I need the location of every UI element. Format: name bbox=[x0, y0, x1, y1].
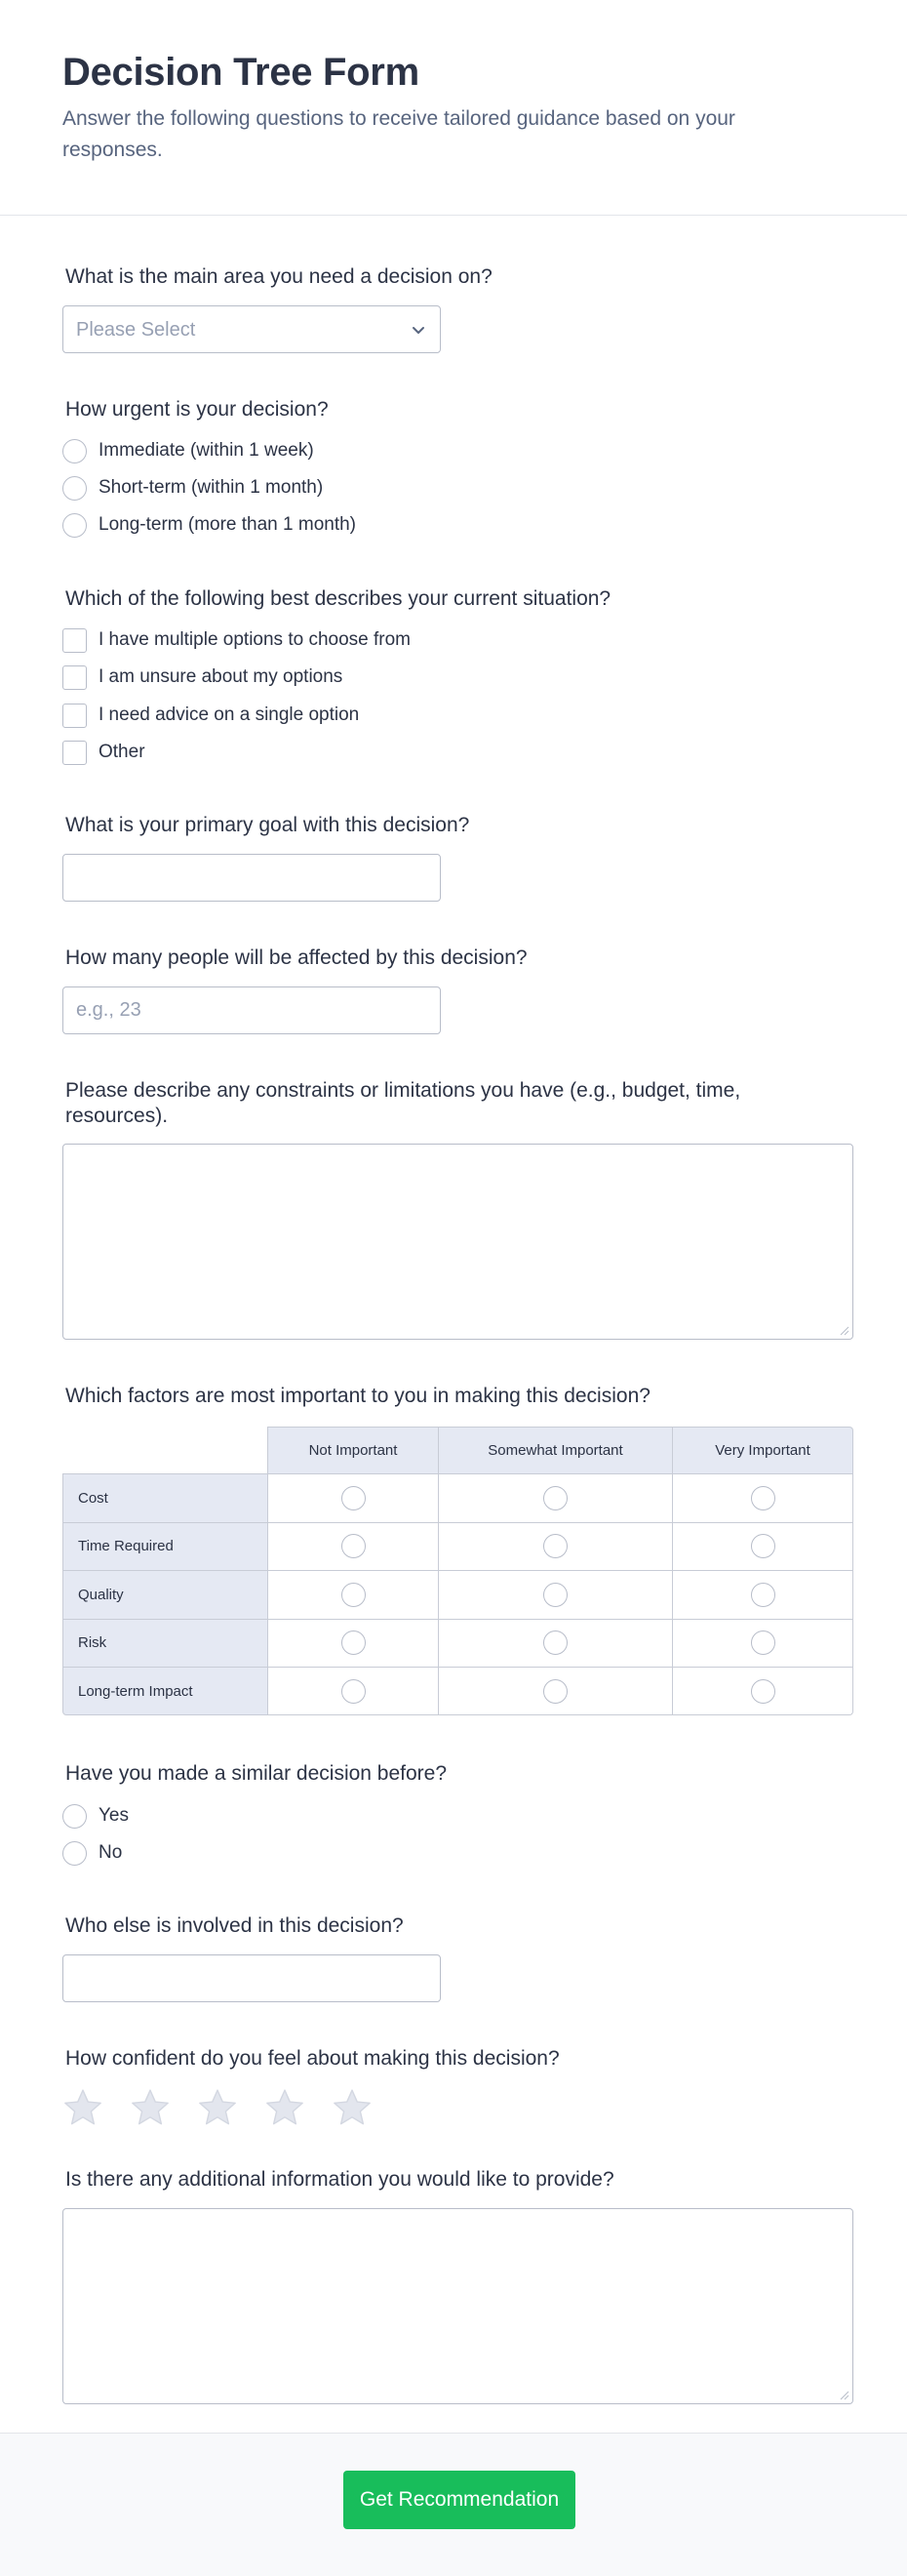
matrix-row-label: Long-term Impact bbox=[62, 1668, 268, 1715]
question-label-main-area: What is the main area you need a decision on? bbox=[65, 265, 493, 288]
get-recommendation-button[interactable]: Get Recommendation bbox=[343, 2471, 575, 2529]
question-label-primary-goal: What is your primary goal with this decision? bbox=[65, 814, 470, 836]
radio-button[interactable] bbox=[62, 1841, 87, 1866]
matrix-cell[interactable] bbox=[268, 1523, 439, 1571]
matrix-cell[interactable] bbox=[673, 1668, 853, 1715]
question-label-additional-info: Is there any additional information you would like to provide? bbox=[65, 2168, 614, 2191]
option-label: No bbox=[99, 1842, 123, 1863]
question-label-constraints: Please describe any constraints or limitations you have (e.g., budget, time, resources). bbox=[65, 1079, 741, 1127]
radio-button[interactable] bbox=[341, 1534, 366, 1558]
matrix-row-label: Cost bbox=[62, 1474, 268, 1522]
matrix-cell[interactable] bbox=[268, 1571, 439, 1619]
matrix-row bbox=[62, 1571, 853, 1619]
matrix-row bbox=[62, 1668, 853, 1715]
matrix-cell[interactable] bbox=[439, 1474, 673, 1522]
factors-matrix bbox=[62, 1427, 853, 1715]
question-label-confidence: How confident do you feel about making this decision? bbox=[65, 2047, 560, 2070]
checkbox[interactable] bbox=[62, 665, 87, 690]
radio-button[interactable] bbox=[341, 1486, 366, 1510]
situation-option[interactable] bbox=[62, 703, 359, 728]
confidence-rating bbox=[62, 2087, 399, 2128]
primary-goal-input[interactable] bbox=[62, 854, 441, 902]
matrix-row bbox=[62, 1523, 853, 1571]
constraints-textarea[interactable] bbox=[62, 1144, 853, 1340]
matrix-cell[interactable] bbox=[439, 1523, 673, 1571]
urgency-option[interactable] bbox=[62, 438, 314, 463]
matrix-cell[interactable] bbox=[673, 1620, 853, 1668]
star-icon[interactable] bbox=[332, 2087, 373, 2128]
people-affected-input[interactable] bbox=[62, 986, 441, 1034]
question-label-factors: Which factors are most important to you in making this decision? bbox=[65, 1385, 651, 1407]
radio-button[interactable] bbox=[62, 1804, 87, 1829]
question-label-people-affected: How many people will be affected by this decision? bbox=[65, 946, 528, 969]
question-label-urgency: How urgent is your decision? bbox=[65, 398, 329, 421]
matrix-cell[interactable] bbox=[439, 1620, 673, 1668]
similar-decision-option[interactable] bbox=[62, 1840, 122, 1866]
radio-button[interactable] bbox=[543, 1679, 568, 1704]
select-placeholder: Please Select bbox=[76, 319, 196, 341]
matrix-cell[interactable] bbox=[268, 1668, 439, 1715]
matrix-row-label: Time Required bbox=[62, 1523, 268, 1571]
radio-button[interactable] bbox=[341, 1679, 366, 1704]
radio-button[interactable] bbox=[341, 1583, 366, 1607]
option-label: I have multiple options to choose from bbox=[99, 629, 412, 650]
matrix-row bbox=[62, 1474, 853, 1522]
matrix-column-header: Somewhat Important bbox=[439, 1427, 673, 1474]
matrix-cell[interactable] bbox=[673, 1474, 853, 1522]
situation-option[interactable] bbox=[62, 740, 145, 765]
resize-grip-icon[interactable] bbox=[840, 1326, 849, 1336]
matrix-cell[interactable] bbox=[673, 1571, 853, 1619]
matrix-row-label: Risk bbox=[62, 1620, 268, 1668]
matrix-cell[interactable] bbox=[439, 1571, 673, 1619]
radio-button[interactable] bbox=[62, 439, 87, 463]
matrix-corner bbox=[62, 1427, 268, 1474]
radio-button[interactable] bbox=[751, 1534, 775, 1558]
star-icon[interactable] bbox=[197, 2087, 238, 2128]
form-title: Decision Tree Form bbox=[62, 51, 419, 94]
matrix-row-label: Quality bbox=[62, 1571, 268, 1619]
urgency-option[interactable] bbox=[62, 512, 356, 538]
radio-button[interactable] bbox=[543, 1630, 568, 1655]
matrix-cell[interactable] bbox=[439, 1668, 673, 1715]
checkbox[interactable] bbox=[62, 741, 87, 765]
matrix-column-header: Very Important bbox=[673, 1427, 853, 1474]
option-label: Other bbox=[99, 742, 145, 762]
star-icon[interactable] bbox=[264, 2087, 305, 2128]
matrix-column-header: Not Important bbox=[268, 1427, 439, 1474]
option-label: I am unsure about my options bbox=[99, 666, 343, 687]
matrix-cell[interactable] bbox=[268, 1620, 439, 1668]
radio-button[interactable] bbox=[62, 476, 87, 501]
situation-option[interactable] bbox=[62, 627, 411, 653]
chevron-down-icon bbox=[411, 322, 426, 338]
checkbox[interactable] bbox=[62, 704, 87, 728]
option-label: Short-term (within 1 month) bbox=[99, 477, 324, 498]
radio-button[interactable] bbox=[543, 1534, 568, 1558]
option-label: Long-term (more than 1 month) bbox=[99, 514, 357, 535]
form-subtitle: Answer the following questions to receive tailored guidance based on your responses. bbox=[62, 107, 735, 161]
resize-grip-icon[interactable] bbox=[840, 2391, 849, 2400]
matrix-row bbox=[62, 1620, 853, 1668]
question-label-involved: Who else is involved in this decision? bbox=[65, 1914, 404, 1937]
radio-button[interactable] bbox=[751, 1679, 775, 1704]
similar-decision-option[interactable] bbox=[62, 1803, 129, 1829]
matrix-cell[interactable] bbox=[268, 1474, 439, 1522]
question-label-situation: Which of the following best describes your current situation? bbox=[65, 587, 611, 610]
situation-option[interactable] bbox=[62, 664, 342, 690]
radio-button[interactable] bbox=[751, 1486, 775, 1510]
radio-button[interactable] bbox=[751, 1630, 775, 1655]
checkbox[interactable] bbox=[62, 628, 87, 653]
urgency-option[interactable] bbox=[62, 475, 323, 501]
option-label: Immediate (within 1 week) bbox=[99, 440, 314, 461]
form-header bbox=[0, 0, 907, 216]
star-icon[interactable] bbox=[130, 2087, 171, 2128]
involved-input[interactable] bbox=[62, 1954, 441, 2002]
question-label-similar-decision: Have you made a similar decision before? bbox=[65, 1762, 448, 1785]
star-icon[interactable] bbox=[62, 2087, 103, 2128]
radio-button[interactable] bbox=[751, 1583, 775, 1607]
matrix-cell[interactable] bbox=[673, 1523, 853, 1571]
radio-button[interactable] bbox=[62, 513, 87, 538]
radio-button[interactable] bbox=[341, 1630, 366, 1655]
option-label: Yes bbox=[99, 1805, 129, 1826]
main-area-select[interactable] bbox=[62, 305, 441, 353]
option-label: I need advice on a single option bbox=[99, 704, 360, 725]
additional-info-textarea[interactable] bbox=[62, 2208, 853, 2404]
radio-button[interactable] bbox=[543, 1486, 568, 1510]
radio-button[interactable] bbox=[543, 1583, 568, 1607]
